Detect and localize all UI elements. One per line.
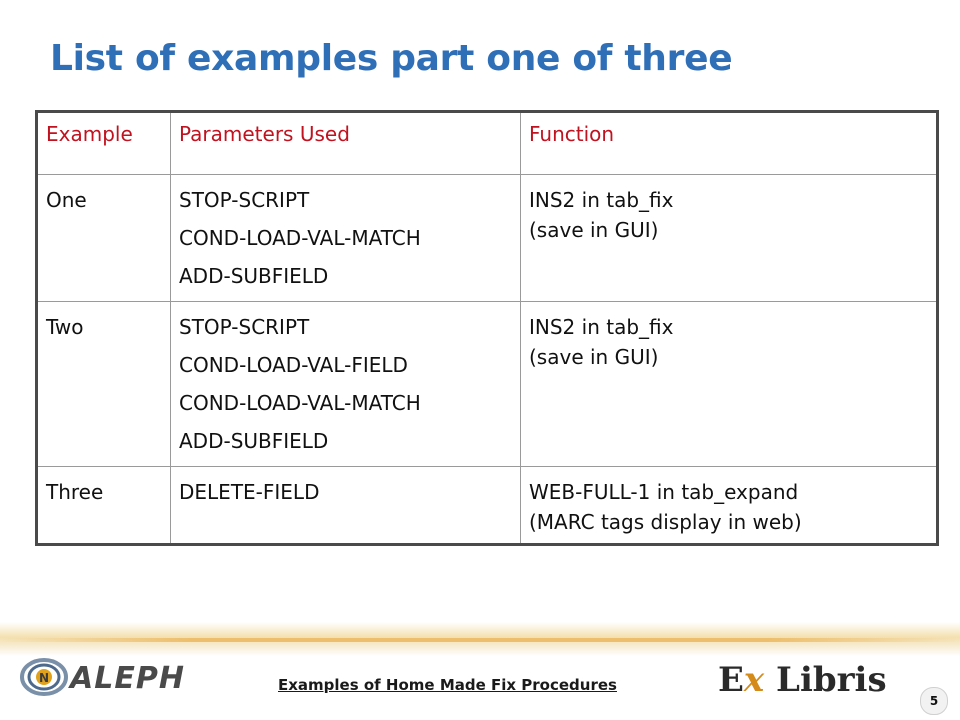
- examples-table: [35, 110, 939, 546]
- function-cell: [521, 467, 938, 545]
- table-header-row: [37, 112, 938, 175]
- header-example: Example: [37, 112, 171, 175]
- function-cell: [521, 175, 938, 302]
- aleph-logo-text: ALEPH: [70, 661, 185, 696]
- params-cell: [171, 467, 521, 545]
- table-row: [37, 302, 938, 467]
- example-cell: One: [37, 175, 171, 302]
- function-line: (save in GUI): [529, 345, 659, 369]
- function-line: INS2 in tab_fix: [529, 188, 674, 212]
- function-line: (MARC tags display in web): [529, 510, 802, 534]
- table-row: [37, 467, 938, 545]
- param-item: COND-LOAD-VAL-FIELD: [179, 353, 408, 377]
- footer-caption: Examples of Home Made Fix Procedures: [278, 676, 617, 694]
- param-item: ADD-SUBFIELD: [179, 264, 329, 288]
- param-item: STOP-SCRIPT: [179, 188, 310, 212]
- exlibris-logo: [718, 660, 887, 700]
- param-item: COND-LOAD-VAL-MATCH: [179, 226, 421, 250]
- param-item: STOP-SCRIPT: [179, 315, 310, 339]
- function-line: INS2 in tab_fix: [529, 315, 674, 339]
- function-line: (save in GUI): [529, 218, 659, 242]
- param-item: DELETE-FIELD: [179, 480, 320, 504]
- header-function: Function: [521, 112, 938, 175]
- param-item: ADD-SUBFIELD: [179, 429, 329, 453]
- table-row: [37, 175, 938, 302]
- params-cell: [171, 302, 521, 467]
- param-item: COND-LOAD-VAL-MATCH: [179, 391, 421, 415]
- example-cell: Two: [37, 302, 171, 467]
- function-cell: [521, 302, 938, 467]
- exlibris-logo-libris: Libris: [764, 660, 887, 700]
- exlibris-logo-e: E: [718, 660, 744, 700]
- function-line: WEB-FULL-1 in tab_expand: [529, 480, 799, 504]
- aleph-logo-icon: [20, 657, 68, 697]
- slide-title: List of examples part one of three: [50, 38, 733, 79]
- page-number: 5: [920, 687, 948, 715]
- svg-text:N: N: [38, 671, 50, 685]
- example-cell: Three: [37, 467, 171, 545]
- exlibris-logo-x: x: [743, 660, 765, 700]
- footer-divider: [0, 638, 960, 642]
- aleph-logo: [20, 655, 185, 701]
- params-cell: [171, 175, 521, 302]
- header-parameters: Parameters Used: [171, 112, 521, 175]
